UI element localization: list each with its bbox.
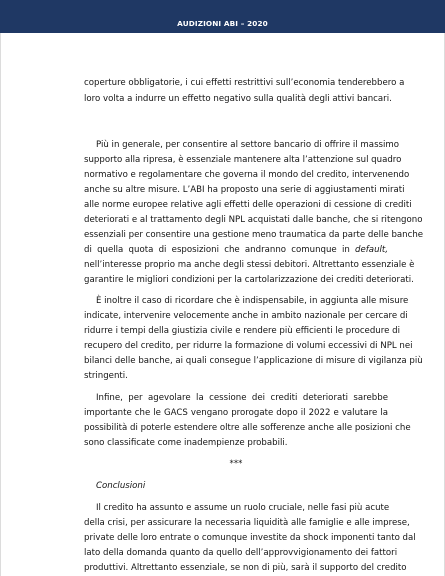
paragraph-line-with-italic (84, 245, 388, 256)
paragraph-line: anche su altre misure. L’ABI ha proposto una serie di aggiustamenti mirati (84, 185, 405, 195)
paragraph-line: private delle loro entrate o comunque investite da shock imponenti tanto dal (84, 533, 416, 543)
section-heading: Conclusioni (96, 481, 146, 491)
paragraph-text: di quella quota di esposizioni che andranno comunque in (84, 245, 350, 255)
paragraph-line: indicate, intervenire velocemente anche in ambito nazionale per cercare di (84, 311, 408, 321)
paragraph-line: della crisi, per assicurare la necessaria liquidità alle famiglie e alle imprese, (84, 518, 410, 528)
paragraph-line: Più in generale, per consentire al settore bancario di offrire il massimo (96, 140, 400, 150)
header-bar (0, 0, 445, 33)
paragraph-line: recupero del credito, per ridurre la formazione di volumi eccessivi di NPL nei (84, 341, 413, 351)
section-separator: *** (229, 459, 243, 469)
header-title: AUDIZIONI ABI – 2020 (177, 19, 268, 28)
paragraph-line: sono classificate come inadempienze probabili. (84, 438, 288, 448)
paragraph-line: normativo e regolamentare che governa il mondo del credito, intervenendo (84, 170, 410, 180)
paragraph-line: possibilità di poterle estendere oltre alle sofferenze anche alle posizioni che (84, 423, 411, 433)
paragraph-line: deteriorati e al trattamento degli NPL acquistati dalle banche, che si ritengono (84, 215, 423, 225)
paragraph-line: importante che le GACS vengano prorogate dopo il 2022 e valutare la (84, 408, 388, 418)
paragraph-line: coperture obbligatorie, i cui effetti restrittivi sull’economia tenderebbero a (84, 78, 405, 88)
italic-term: default, (355, 245, 389, 255)
paragraph-line: ridurre i tempi della giustizia civile e rendere più efficienti le procedure di (84, 326, 400, 336)
paragraph-line: Il credito ha assunto e assume un ruolo cruciale, nelle fasi più acute (96, 503, 390, 513)
paragraph-line: supporto alla ripresa, è essenziale mantenere alta l’attenzione sul quadro (84, 155, 402, 165)
paragraph-line: Infine, per agevolare la cessione dei crediti deteriorati sarebbe (96, 393, 388, 403)
paragraph-line: bilanci delle banche, ai quali consegue l’applicazione di misure di vigilanza più (84, 356, 423, 366)
paragraph-line: stringenti. (84, 371, 128, 381)
paragraph-line: nell’interesse proprio ma anche degli stessi debitori. Altrettanto essenziale è (84, 260, 415, 270)
paragraph-line: loro volta a indurre un effetto negativo sulla qualità degli attivi bancari. (84, 94, 392, 104)
paragraph-line: È inoltre il caso di ricordare che è indispensabile, in aggiunta alle misure (96, 296, 409, 306)
paragraph-line: essenziali per consentire una gestione meno traumatica da parte delle banche (84, 230, 424, 240)
paragraph-line: garantire le migliori condizioni per la cartolarizzazione dei crediti deteriorati. (84, 275, 414, 285)
paragraph-line: lato della domanda quanto da quello dell’approvvigionamento dei fattori (84, 548, 398, 558)
paragraph-line: produttivi. Altrettanto essenziale, se non di più, sarà il supporto del credito (84, 563, 407, 573)
paragraph-line: alle norme europee relative agli effetti delle operazioni di cessione di crediti (84, 200, 412, 210)
